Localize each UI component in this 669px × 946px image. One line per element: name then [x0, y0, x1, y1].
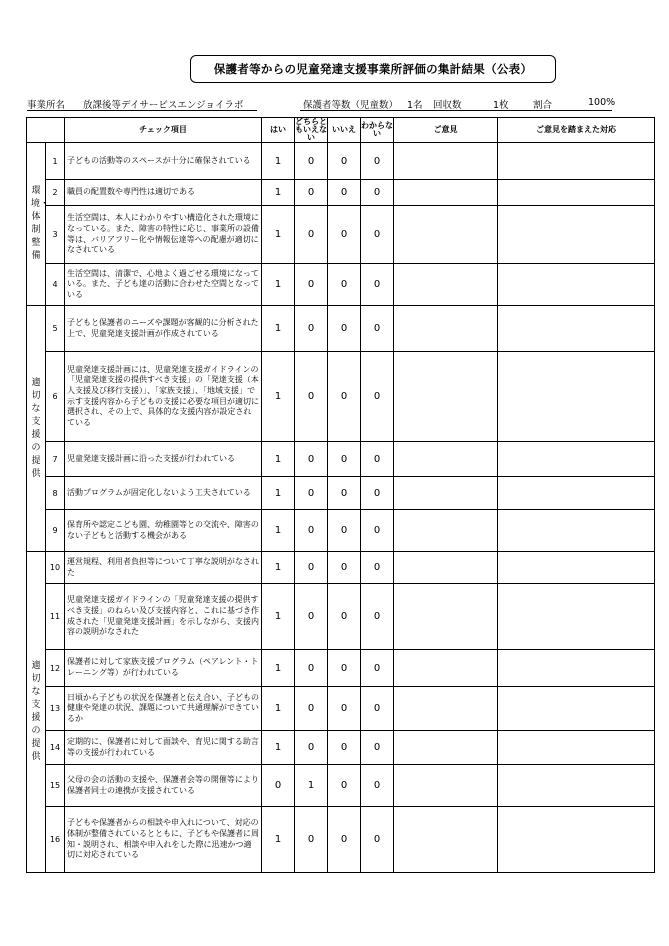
office-label: 事業所名 — [27, 100, 66, 111]
response-cell — [498, 477, 655, 510]
opinion-cell — [394, 650, 498, 687]
table-row — [27, 264, 655, 306]
count-yes: 1 — [262, 306, 295, 352]
count-no: 0 — [328, 352, 361, 442]
category-cell — [27, 143, 50, 306]
header-yes: はい — [262, 118, 295, 143]
count-neither: 0 — [295, 731, 328, 765]
count-yes: 1 — [262, 143, 295, 180]
count-unknown: 0 — [361, 650, 394, 687]
count-neither: 0 — [295, 687, 328, 731]
check-item: 運営規程、利用者負担等について丁寧な説明がなされた — [65, 552, 262, 584]
row-number: 8 — [46, 477, 65, 510]
row-number: 15 — [46, 765, 65, 807]
count-no: 0 — [328, 584, 361, 650]
table-row — [27, 180, 655, 206]
opinion-cell — [394, 206, 498, 264]
count-no: 0 — [328, 731, 361, 765]
count-no: 0 — [328, 552, 361, 584]
row-number: 14 — [46, 731, 65, 765]
response-cell — [498, 180, 655, 206]
count-neither: 0 — [295, 264, 328, 306]
opinion-cell — [394, 552, 498, 584]
response-count: 1枚 — [493, 100, 509, 111]
count-yes: 1 — [262, 510, 295, 552]
header-response: ご意見を踏まえた対応 — [498, 118, 655, 143]
count-no: 0 — [328, 807, 361, 873]
count-unknown: 0 — [361, 477, 394, 510]
response-cell — [498, 306, 655, 352]
page-title: 保護者等からの児童発達支援事業所評価の集計結果（公表） — [190, 55, 556, 83]
opinion-cell — [394, 264, 498, 306]
count-yes: 1 — [262, 264, 295, 306]
count-no: 0 — [328, 442, 361, 477]
count-no: 0 — [328, 687, 361, 731]
header-blank — [27, 118, 65, 143]
count-neither: 0 — [295, 306, 328, 352]
check-item: 父母の会の活動の支援や、保護者会等の開催等により保護者同士の連携が支援されている — [65, 765, 262, 807]
check-item: 保育所や認定こども園、幼稚園等との交流や、障害のない子どもと活動する機会がある — [65, 510, 262, 552]
count-neither: 0 — [295, 352, 328, 442]
response-cell — [498, 584, 655, 650]
response-cell — [498, 731, 655, 765]
count-no: 0 — [328, 206, 361, 264]
response-cell — [498, 264, 655, 306]
count-neither: 0 — [295, 442, 328, 477]
count-neither: 1 — [295, 765, 328, 807]
count-yes: 1 — [262, 650, 295, 687]
table-row — [27, 731, 655, 765]
row-number: 12 — [46, 650, 65, 687]
count-yes: 1 — [262, 442, 295, 477]
count-unknown: 0 — [361, 584, 394, 650]
count-yes: 1 — [262, 807, 295, 873]
table-row — [27, 552, 655, 584]
row-number: 4 — [46, 264, 65, 306]
table-row — [27, 477, 655, 510]
response-cell — [498, 807, 655, 873]
count-unknown: 0 — [361, 180, 394, 206]
opinion-cell — [394, 731, 498, 765]
count-no: 0 — [328, 264, 361, 306]
opinion-cell — [394, 687, 498, 731]
category-cell — [27, 552, 46, 873]
count-unknown: 0 — [361, 306, 394, 352]
check-item: 活動プログラムが固定化しないよう工夫されている — [65, 477, 262, 510]
opinion-cell — [394, 477, 498, 510]
row-number: 7 — [46, 442, 65, 477]
table-row — [27, 807, 655, 873]
header-row — [27, 118, 655, 143]
header-opinion: ご意見 — [394, 118, 498, 143]
count-unknown: 0 — [361, 264, 394, 306]
category-label: 適切な支援の提供 — [31, 661, 41, 762]
opinion-cell — [394, 807, 498, 873]
header-unknown: わからない — [361, 118, 394, 143]
count-no: 0 — [328, 510, 361, 552]
check-item: 職員の配置数や専門性は適切である — [65, 180, 262, 206]
office-name: 放課後等デイサービスエンジョイラボ — [83, 100, 244, 111]
count-yes: 1 — [262, 687, 295, 731]
check-item: 定期的に、保護者に対して面談や、育児に関する助言等の支援が行われている — [65, 731, 262, 765]
count-unknown: 0 — [361, 687, 394, 731]
response-cell — [498, 143, 655, 180]
count-unknown: 0 — [361, 442, 394, 477]
count-no: 0 — [328, 765, 361, 807]
response-cell — [498, 687, 655, 731]
underline — [27, 110, 257, 111]
count-yes: 0 — [262, 765, 295, 807]
ratio-value: 100% — [588, 97, 616, 108]
count-neither: 0 — [295, 552, 328, 584]
table-row — [27, 765, 655, 807]
count-yes: 1 — [262, 731, 295, 765]
check-item: 保護者に対して家族支援プログラム（ペアレント・トレーニング等）が行われている — [65, 650, 262, 687]
header-no: いいえ — [328, 118, 361, 143]
opinion-cell — [394, 584, 498, 650]
count-neither: 0 — [295, 584, 328, 650]
opinion-cell — [394, 352, 498, 442]
count-unknown: 0 — [361, 352, 394, 442]
table-row — [27, 206, 655, 264]
count-yes: 1 — [262, 180, 295, 206]
check-item: 子どもや保護者からの相談や申入れについて、対応の体制が整備されているとともに、子どもや保護者に周知・説明され、相談や申入れをした際に迅速かつ適切に対応されている — [65, 807, 262, 873]
response-cell — [498, 352, 655, 442]
table-row — [27, 650, 655, 687]
opinion-cell — [394, 765, 498, 807]
category-cell — [27, 306, 46, 552]
row-number: 9 — [46, 510, 65, 552]
table-row — [27, 442, 655, 477]
count-yes: 1 — [262, 584, 295, 650]
count-unknown: 0 — [361, 807, 394, 873]
count-no: 0 — [328, 477, 361, 510]
table-row — [27, 306, 655, 352]
response-cell — [498, 650, 655, 687]
ratio-label: 割合 — [533, 100, 553, 111]
row-number: 16 — [46, 807, 65, 873]
count-unknown: 0 — [361, 731, 394, 765]
opinion-cell — [394, 442, 498, 477]
check-item: 生活空間は、清潔で、心地よく過ごせる環境になっている。また、子ども達の活動に合わせた空間となっている — [65, 264, 262, 306]
count-unknown: 0 — [361, 206, 394, 264]
count-unknown: 0 — [361, 765, 394, 807]
count-no: 0 — [328, 180, 361, 206]
evaluation-table — [26, 117, 655, 873]
header-neither: どちらともいえない — [295, 117, 327, 142]
count-neither: 0 — [295, 477, 328, 510]
count-unknown: 0 — [361, 552, 394, 584]
opinion-cell — [394, 180, 498, 206]
count-neither: 0 — [295, 510, 328, 552]
underline — [300, 110, 612, 111]
guardian-label: 保護者等数（児童数） — [303, 100, 399, 111]
response-cell — [498, 552, 655, 584]
header-check-item: チェック項目 — [65, 118, 262, 143]
count-yes: 1 — [262, 477, 295, 510]
info-line — [27, 97, 647, 111]
count-neither: 0 — [295, 206, 328, 264]
count-neither: 0 — [295, 807, 328, 873]
row-number: 13 — [46, 687, 65, 731]
count-unknown: 0 — [361, 510, 394, 552]
count-yes: 1 — [262, 206, 295, 264]
row-number: 1 — [46, 143, 65, 180]
opinion-cell — [394, 143, 498, 180]
response-cell — [498, 510, 655, 552]
response-cell — [498, 206, 655, 264]
table-row — [27, 352, 655, 442]
table-row — [27, 687, 655, 731]
row-number: 2 — [46, 180, 65, 206]
row-number: 5 — [46, 306, 65, 352]
row-number: 3 — [46, 206, 65, 264]
count-unknown: 0 — [361, 143, 394, 180]
count-neither: 0 — [295, 180, 328, 206]
response-label: 回収数 — [433, 100, 462, 111]
count-neither: 0 — [295, 143, 328, 180]
count-no: 0 — [328, 306, 361, 352]
table-row — [27, 143, 655, 180]
response-cell — [498, 442, 655, 477]
check-item: 子どもの活動等のスペースが十分に確保されている — [65, 143, 262, 180]
check-item: 児童発達支援計画には、児童発達支援ガイドラインの「児童発達支援の提供すべき支援」の「発達支援（本人支援及び移行支援）」、「家族支援」、「地域支援」で示す支援内容から子どもの支援に必要な項目が適切に選択され、その上で、具体的な支援内容が設定されている — [65, 352, 262, 442]
category-label: 適切な支援の提供 — [31, 377, 41, 479]
table-row — [27, 510, 655, 552]
guardian-count: 1名 — [407, 100, 423, 111]
check-item: 子どもと保護者のニーズや課題が客観的に分析された上で、児童発達支援計画が作成されている — [65, 306, 262, 352]
category-label: 環境・体制整備 — [31, 186, 50, 261]
row-number: 10 — [46, 552, 65, 584]
row-number: 6 — [46, 352, 65, 442]
check-item: 児童発達支援計画に沿った支援が行われている — [65, 442, 262, 477]
opinion-cell — [394, 510, 498, 552]
count-yes: 1 — [262, 552, 295, 584]
count-yes: 1 — [262, 352, 295, 442]
count-neither: 0 — [295, 650, 328, 687]
response-cell — [498, 765, 655, 807]
opinion-cell — [394, 306, 498, 352]
count-no: 0 — [328, 650, 361, 687]
check-item: 日頃から子どもの状況を保護者と伝え合い、子どもの健康や発達の状況、課題について共通理解ができているか — [65, 687, 262, 731]
check-item: 児童発達支援ガイドラインの「児童発達支援の提供すべき支援」のねらい及び支援内容と、これに基づき作成された「児童発達支援計画」を示しながら、支援内容の説明がなされた — [65, 584, 262, 650]
count-no: 0 — [328, 143, 361, 180]
table-row — [27, 584, 655, 650]
check-item: 生活空間は、本人にわかりやすい構造化された環境になっている。また、障害の特性に応じ、事業所の設備等は、バリアフリー化や情報伝達等への配慮が適切になされている — [65, 206, 262, 264]
row-number: 11 — [46, 584, 65, 650]
